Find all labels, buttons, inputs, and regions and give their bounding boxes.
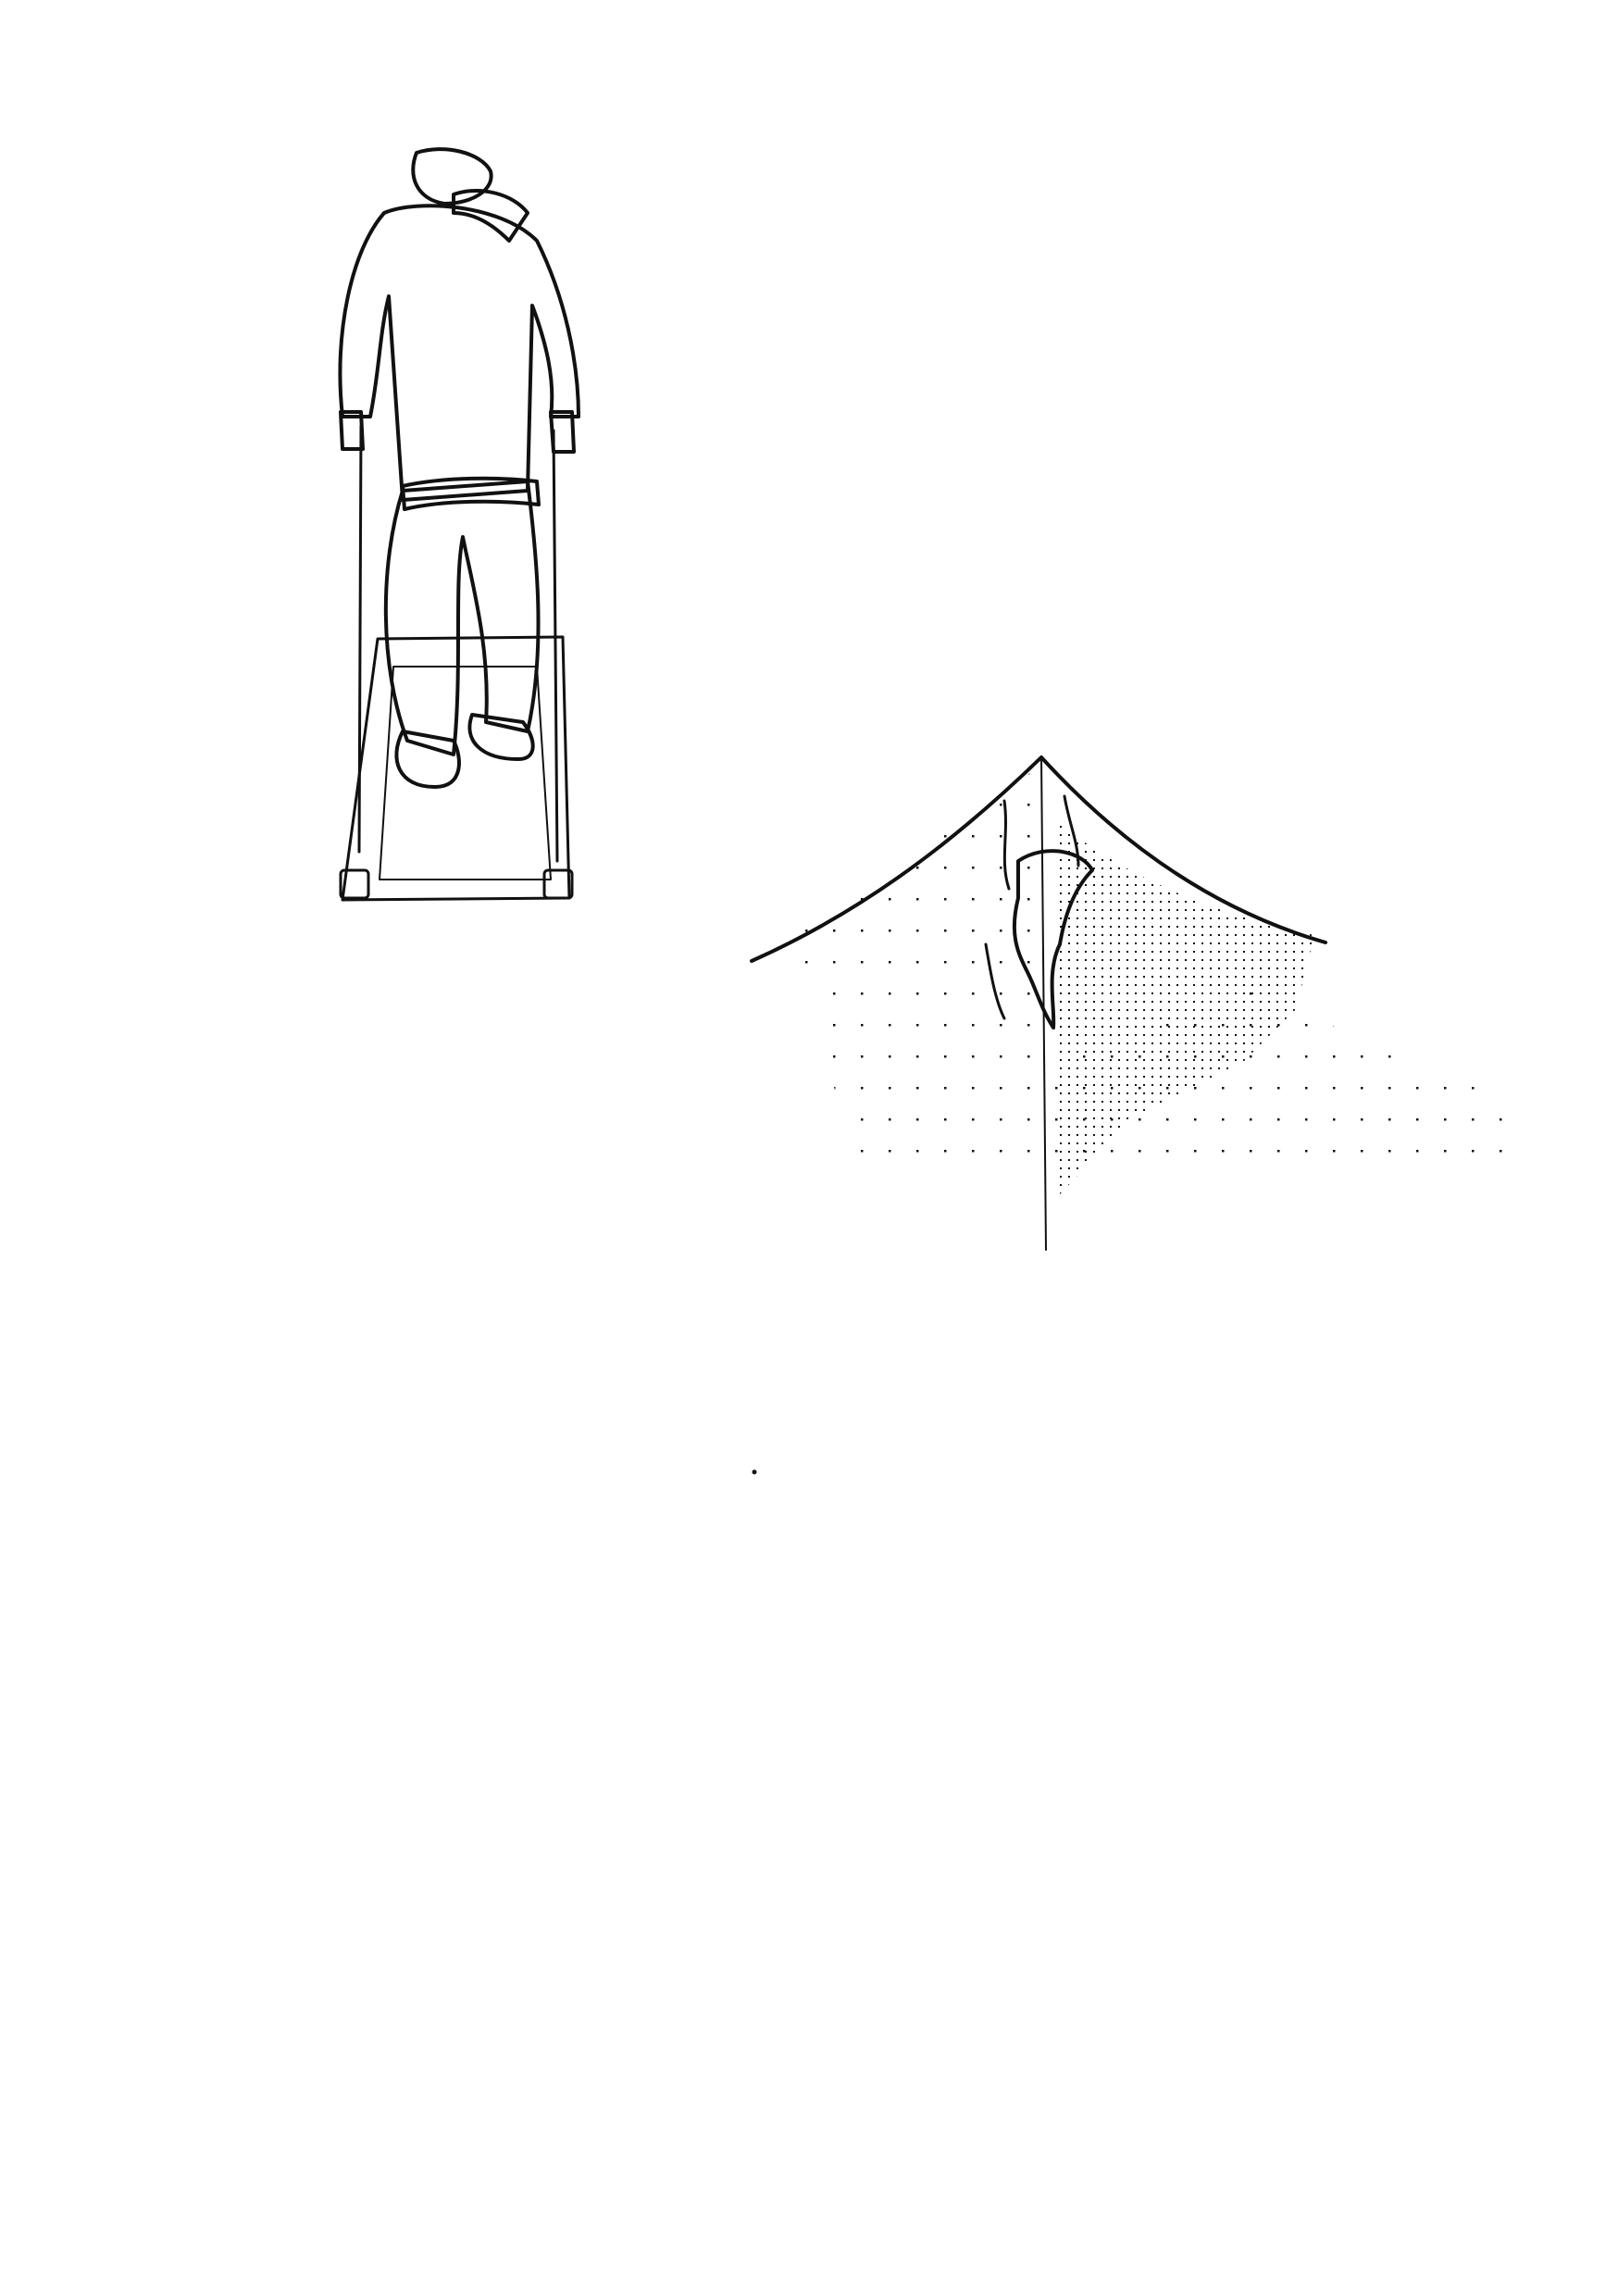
text-line bbox=[717, 336, 1512, 406]
text-line bbox=[717, 197, 1512, 267]
text-line bbox=[717, 475, 1512, 544]
text-line bbox=[717, 544, 1512, 614]
dunes-with-antenna-illustration bbox=[741, 731, 1537, 1213]
text-line bbox=[717, 267, 1512, 336]
text-line bbox=[717, 406, 1512, 475]
text-line bbox=[717, 614, 1512, 683]
paragraph-regardant bbox=[717, 197, 1512, 683]
man-on-treadmill-illustration bbox=[315, 148, 592, 917]
